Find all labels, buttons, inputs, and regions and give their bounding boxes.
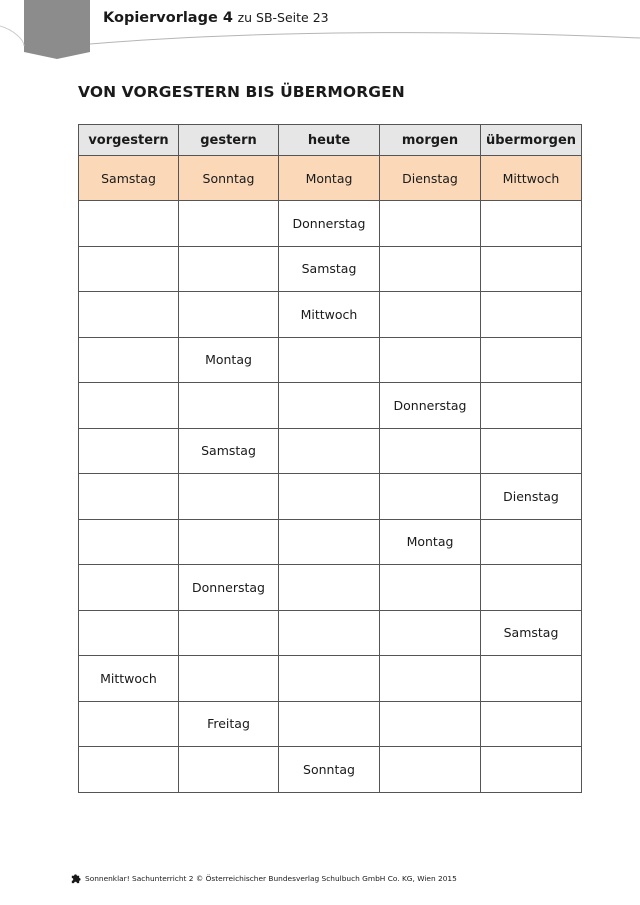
table-cell (179, 656, 279, 702)
table-cell: Freitag (179, 701, 279, 747)
table-cell (380, 474, 481, 520)
table-cell (481, 383, 582, 429)
table-cell: Donnerstag (279, 201, 380, 247)
table-cell (279, 519, 380, 565)
table-row (79, 474, 582, 520)
table-cell (179, 292, 279, 338)
table-cell (481, 747, 582, 793)
table-cell (279, 383, 380, 429)
table-cell (481, 519, 582, 565)
table-cell (481, 292, 582, 338)
table-cell (79, 519, 179, 565)
table-cell (481, 656, 582, 702)
table-cell (179, 246, 279, 292)
table-cell: Donnerstag (380, 383, 481, 429)
table-cell (481, 428, 582, 474)
table-cell (380, 428, 481, 474)
weekday-table (78, 124, 582, 793)
table-cell (380, 201, 481, 247)
table-cell (481, 701, 582, 747)
table-cell: Sonntag (279, 747, 380, 793)
table-cell: Montag (279, 156, 380, 201)
table-cell (380, 292, 481, 338)
table-row (79, 701, 582, 747)
table-cell (380, 565, 481, 611)
table-cell (179, 383, 279, 429)
table-cell (179, 519, 279, 565)
table-cell (279, 701, 380, 747)
table-cell (179, 474, 279, 520)
table-cell (79, 428, 179, 474)
table-row (79, 747, 582, 793)
table-cell: Sonntag (179, 156, 279, 201)
table-cell (481, 337, 582, 383)
table-cell (279, 565, 380, 611)
table-cell (179, 201, 279, 247)
worksheet-header (103, 10, 329, 26)
table-cell (279, 474, 380, 520)
table-cell (481, 246, 582, 292)
table-cell: Dienstag (481, 474, 582, 520)
table-row (79, 519, 582, 565)
table-cell (380, 656, 481, 702)
column-header-heute: heute (279, 125, 380, 156)
puzzle-piece-icon (70, 873, 81, 884)
table-cell: Mittwoch (279, 292, 380, 338)
footer (70, 873, 457, 884)
table-row (79, 610, 582, 656)
footer-copyright: Sonnenklar! Sachunterricht 2 © Österreichischer Bundesverlag Schulbuch GmbH Co. KG, Wien 2015 (85, 874, 457, 883)
table-cell: Samstag (481, 610, 582, 656)
table-row (79, 565, 582, 611)
column-header-morgen: morgen (380, 125, 481, 156)
table-cell (380, 701, 481, 747)
table-cell (380, 747, 481, 793)
table-cell (79, 383, 179, 429)
table-cell: Mittwoch (481, 156, 582, 201)
table-row (79, 292, 582, 338)
table-cell (79, 701, 179, 747)
column-header-uebermorgen: übermorgen (481, 125, 582, 156)
column-header-vorgestern: vorgestern (79, 125, 179, 156)
header-curve-right (90, 33, 640, 44)
worksheet-reference: zu SB-Seite 23 (237, 10, 329, 25)
table-cell: Montag (380, 519, 481, 565)
column-header-gestern: gestern (179, 125, 279, 156)
table-cell (179, 610, 279, 656)
table-cell (279, 337, 380, 383)
table-row (79, 656, 582, 702)
example-row (79, 156, 582, 201)
table-row (79, 201, 582, 247)
table-cell (79, 292, 179, 338)
table-cell: Samstag (279, 246, 380, 292)
table-cell: Donnerstag (179, 565, 279, 611)
table-cell: Samstag (179, 428, 279, 474)
page-title: VON VORGESTERN BIS ÜBERMORGEN (78, 83, 405, 101)
table-cell (279, 610, 380, 656)
table-row (79, 383, 582, 429)
table-cell (79, 201, 179, 247)
table-cell (380, 337, 481, 383)
worksheet-label: Kopiervorlage 4 (103, 10, 233, 26)
table-cell (79, 474, 179, 520)
table-cell (79, 747, 179, 793)
table-cell (79, 246, 179, 292)
table-cell (481, 201, 582, 247)
table-cell (79, 610, 179, 656)
table-cell: Dienstag (380, 156, 481, 201)
table-cell: Samstag (79, 156, 179, 201)
table-cell (279, 428, 380, 474)
table-row (79, 337, 582, 383)
table-cell (279, 656, 380, 702)
table-header-row (79, 125, 582, 156)
table-cell (79, 337, 179, 383)
table-cell: Montag (179, 337, 279, 383)
table-cell (79, 565, 179, 611)
table-row (79, 246, 582, 292)
table-row (79, 428, 582, 474)
table-cell (179, 747, 279, 793)
header-curve-left (0, 26, 24, 46)
header-decoration (0, 0, 640, 60)
table-cell (380, 610, 481, 656)
table-cell (380, 246, 481, 292)
table-cell (481, 565, 582, 611)
header-tab-shape (24, 0, 90, 59)
table-cell: Mittwoch (79, 656, 179, 702)
